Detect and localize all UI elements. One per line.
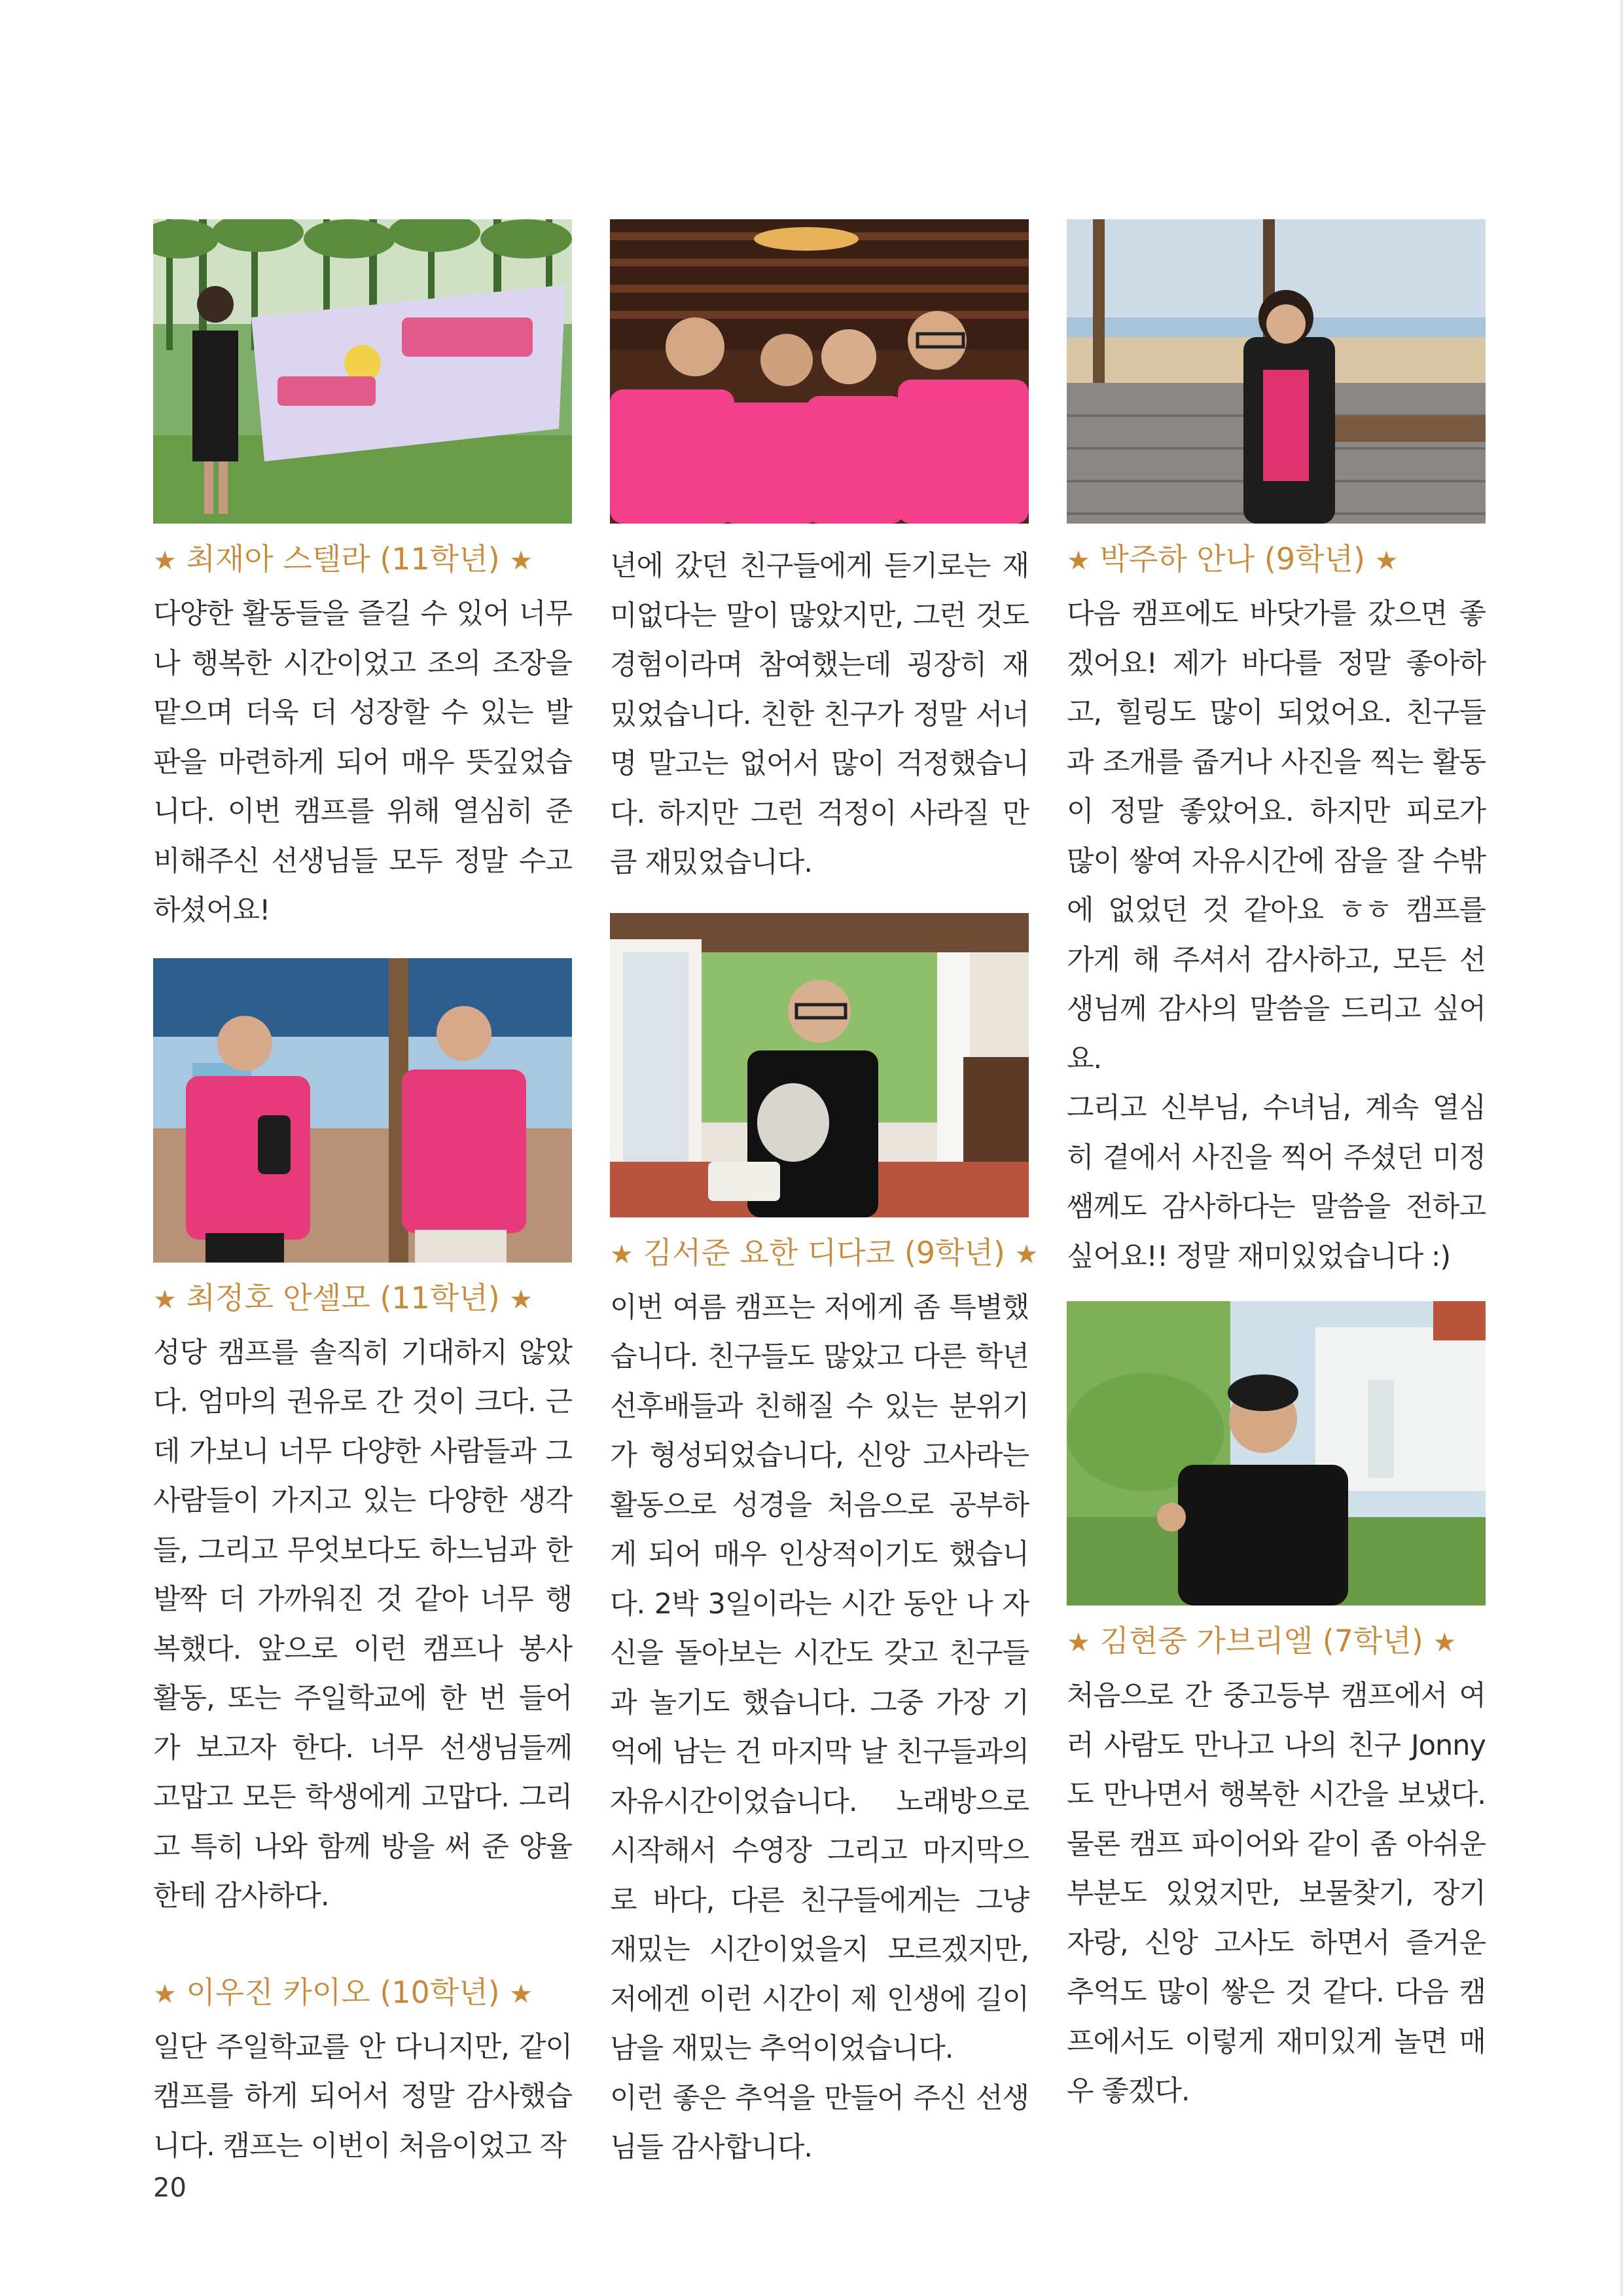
star-icon: ★: [1067, 1628, 1090, 1658]
star-icon: ★: [509, 1284, 533, 1315]
star-icon: ★: [509, 1979, 533, 2009]
column-left: [153, 219, 572, 2171]
testimonial-text: 성당 캠프를 솔직히 기대하지 않았다. 엄마의 권유로 간 것이 크다. 근데 가보니 너무 다양한 사람들과 그 사람들이 가지고 있는 다양한 생각들, 그리고 무엇보다도 하느님과 한 발짝 더 가까워진 것 같아 너무 행복했다. 앞으로 이런 캠프나 봉사 활동, 또는 주일학교에 한 번 들어가 보고자 한다. 너무 선생님들께 고맙고 모든 학생에게 고맙다. 그리고 특히 나와 함께 방을 써 준 양율한테 감사하다.: [153, 1336, 572, 1912]
caption-text: 최재아 스텔라 (11학년): [186, 541, 500, 577]
star-icon: ★: [1014, 1239, 1039, 1270]
star-icon: ★: [610, 1239, 633, 1270]
testimonial-text: 다음 캠프에도 바닷가를 갔으면 좋겠어요! 제가 바다를 정말 좋아하고, 힐링도 많이 되었어요. 친구들과 조개를 줍거나 사진을 찍는 활동이 정말 좋았어요. 하지만 피로가 많이 쌓여 자유시간에 잠을 잘 수밖에 없었던 것 같아요 ㅎㅎ 캠프를 가게 해 주셔서 감사하고, 모든 선생님께 감사의 말씀을 드리고 싶어요.: [1067, 598, 1486, 1075]
testimonial-text: 다양한 활동들을 즐길 수 있어 너무 나 행복한 시간이었고 조의 조장을 맡으며 더욱 더 성장할 수 있는 발판을 마련하게 되어 매우 뜻깊었습니다. 이번 캠프를 위해 열심히 준비해주신 선생님들 모두 정말 수고하셨어요!: [153, 598, 572, 927]
caption-text: 김서준 요한 디다코 (9학년): [643, 1234, 1005, 1270]
photo-four-boys-hall: [610, 219, 1029, 524]
photo-banner-palm-trees: [153, 219, 572, 524]
caption-choi-jaea: [153, 539, 572, 581]
star-icon: ★: [1374, 546, 1399, 576]
star-icon: ★: [1433, 1628, 1457, 1658]
caption-kim-seojun: [610, 1233, 1039, 1274]
caption-choi-jeongho: [153, 1278, 572, 1319]
star-icon: ★: [509, 546, 533, 576]
testimonial-text: 이런 좋은 추억을 만들어 주신 선생님들 감사합니다.: [610, 2081, 1029, 2164]
star-icon: ★: [1067, 546, 1090, 576]
column-middle: [610, 219, 1039, 2173]
page-number: 20: [153, 2173, 187, 2203]
caption-park-juha: [1067, 539, 1486, 581]
caption-text: 최정호 안셀모 (11학년): [186, 1280, 500, 1316]
star-icon: ★: [153, 546, 177, 576]
photo-girl-beach-terrace: [1067, 219, 1486, 524]
caption-text: 박주하 안나 (9학년): [1099, 541, 1365, 577]
page-edge-divider: [1620, 0, 1623, 2296]
star-icon: ★: [153, 1284, 177, 1315]
caption-lee-woojin: [153, 1973, 572, 2014]
caption-kim-hyeonjung: [1067, 1621, 1486, 1662]
testimonial-text: 일단 주일학교를 안 다니지만, 같이 캠프를 하게 되어서 정말 감사했습니다. 캠프는 이번이 처음이었고 작: [153, 2030, 572, 2162]
photo-boy-garden: [1067, 1301, 1486, 1605]
testimonial-text: 이번 여름 캠프는 저에게 좀 특별했습니다. 친구들도 많았고 다른 학년 선후배들과 친해질 수 있는 분위기가 형성되었습니다, 신앙 고사라는 활동으로 성경을 처음으로 공부하게 되어 매우 인상적이기도 했습니다. 2박 3일이라는 시간 동안 나 자신을 돌아보는 시간도 갖고 친구들과 놀기도 했습니다. 그중 가장 기억에 남는 건 마지막 날 친구들과의 자유시간이었습니다. 노래방으로 시작해서 수영장 그리고 마지막으로 바다, 다른 친구들에게는 그냥 재밌는 시간이었을지 모르겠지만, 저에겐 이런 시간이 제 인생에 길이 남을 재밌는 추억이었습니다.: [610, 1291, 1029, 2065]
caption-text: 김현중 가브리엘 (7학년): [1099, 1623, 1423, 1659]
caption-text: 이우진 카이오 (10학년): [186, 1974, 500, 2010]
photo-two-boys-resort: [153, 958, 572, 1263]
testimonial-text: 그리고 신부님, 수녀님, 계속 열심히 곁에서 사진을 찍어 주셨던 미정 쌤께도 감사하다는 말씀을 전하고 싶어요!! 정말 재미있었습니다 :): [1067, 1092, 1486, 1273]
column-right: [1067, 219, 1486, 2117]
photo-boy-porch: [610, 913, 1029, 1217]
star-icon: ★: [153, 1979, 177, 2009]
testimonial-text: 처음으로 간 중고등부 캠프에서 여러 사람도 만나고 나의 친구 Jonny도 만나면서 행복한 시간을 보냈다. 물론 캠프 파이어와 같이 좀 아쉬운 부분도 있었지만, 보물찾기, 장기 자랑, 신앙 고사도 하면서 즐거운 추억도 많이 쌓은 것 같다. 다음 캠프에서도 이렇게 재미있게 놀면 매우 좋겠다.: [1067, 1679, 1486, 2108]
testimonial-text: 년에 갔던 친구들에게 듣기로는 재미없다는 말이 많았지만, 그런 것도 경험이라며 참여했는데 굉장히 재밌었습니다. 친한 친구가 정말 서너 명 말고는 없어서 많이 걱정했습니다. 하지만 그런 걱정이 사라질 만큼 재밌었습니다.: [610, 550, 1029, 879]
